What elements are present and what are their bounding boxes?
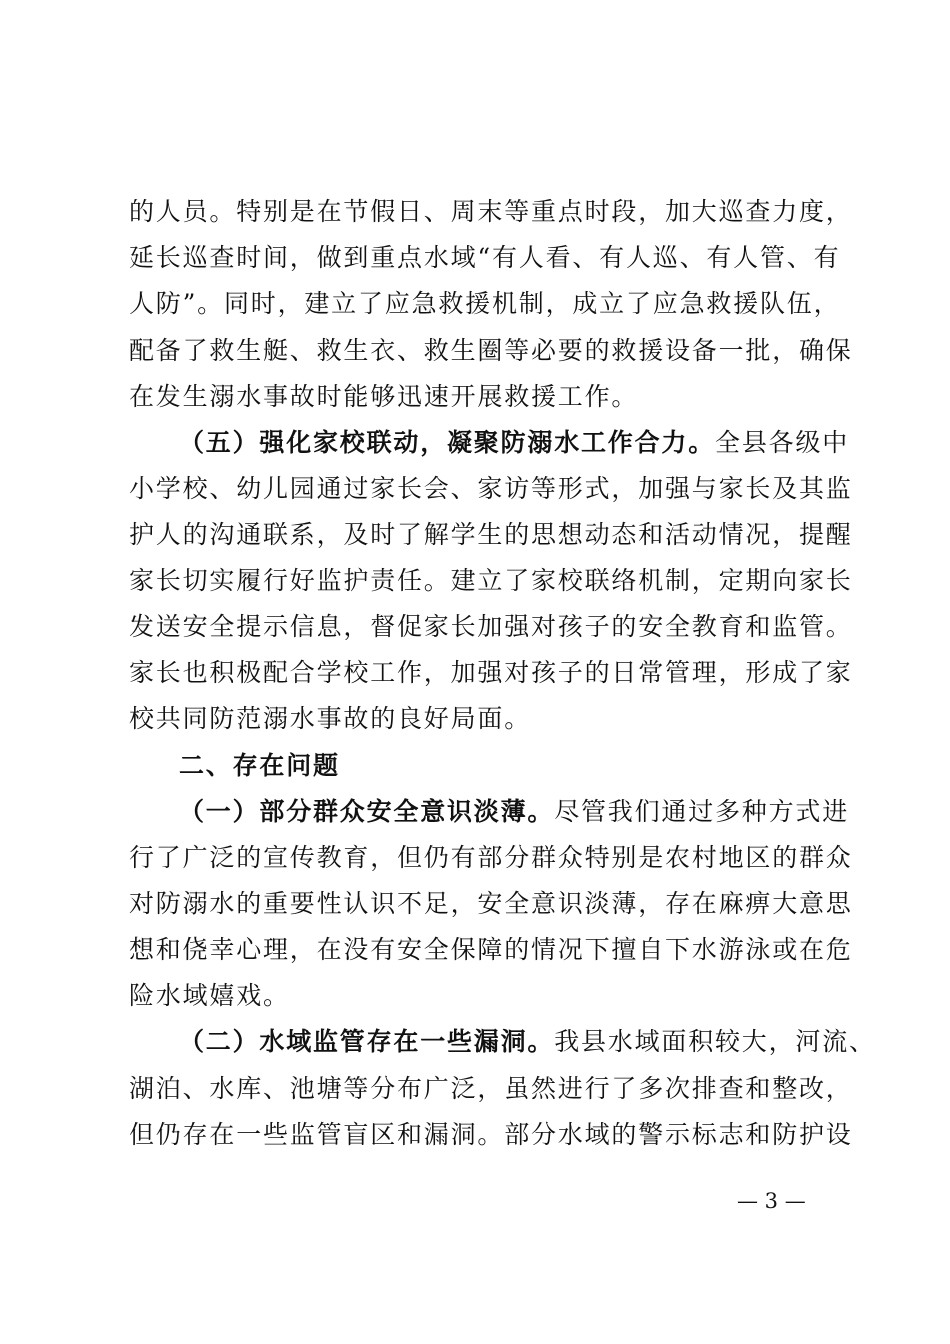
paragraph-bold-lead: （一）部分群众安全意识淡薄。 — [179, 797, 555, 826]
body-text-line: 但仍存在一些监管盲区和漏洞。部分水域的警示标志和防护设 — [129, 1120, 853, 1149]
body-text-line: 护人的沟通联系，及时了解学生的思想动态和活动情况，提醒 — [129, 520, 853, 549]
body-text-line: 行了广泛的宣传教育，但仍有部分群众特别是农村地区的群众 — [129, 843, 853, 872]
body-text-line: 人防”。同时，建立了应急救援机制，成立了应急救援队伍， — [129, 289, 841, 318]
paragraph-bold-lead: （五）强化家校联动，凝聚防溺水工作合力。 — [179, 428, 716, 457]
page-number: — 3 — — [737, 1189, 806, 1213]
body-text-line: 在发生溺水事故时能够迅速开展救援工作。 — [129, 382, 639, 411]
body-text-line: 家长也积极配合学校工作，加强对孩子的日常管理，形成了家 — [129, 658, 853, 687]
paragraph-lead-rest: 我县水域面积较大，河流、 — [554, 1027, 876, 1056]
paragraph-first-line — [179, 789, 850, 835]
body-text-line: 对防溺水的重要性认识不足，安全意识淡薄，存在麻痹大意思 — [129, 889, 853, 918]
body-text-line: 湖泊、水库、池塘等分布广泛，虽然进行了多次排查和整改， — [129, 1074, 853, 1103]
body-text-line: 校共同防范溺水事故的良好局面。 — [129, 704, 532, 733]
section-heading: 二、存在问题 — [179, 751, 340, 780]
body-text-line: 配备了救生艇、救生衣、救生圈等必要的救援设备一批，确保 — [129, 336, 853, 365]
paragraph-lead-rest: 尽管我们通过多种方式进 — [554, 797, 850, 826]
paragraph-bold-lead: （二）水域监管存在一些漏洞。 — [179, 1027, 555, 1056]
body-text-line: 发送安全提示信息，督促家长加强对孩子的安全教育和监管。 — [129, 612, 853, 641]
body-text-line: 小学校、幼儿园通过家长会、家访等形式，加强与家长及其监 — [129, 474, 853, 503]
paragraph-lead-rest: 全县各级中 — [715, 428, 850, 457]
body-text-line: 家长切实履行好监护责任。建立了家校联络机制，定期向家长 — [129, 566, 853, 595]
body-text-line: 想和侥幸心理，在没有安全保障的情况下擅自下水游泳或在危 — [129, 935, 853, 964]
body-text-line: 的人员。特别是在节假日、周末等重点时段，加大巡查力度， — [129, 197, 853, 226]
body-text-line: 险水域嬉戏。 — [129, 981, 290, 1010]
paragraph-first-line — [179, 1019, 876, 1065]
body-text-line: 延长巡查时间，做到重点水域“有人看、有人巡、有人管、有 — [129, 243, 841, 272]
paragraph-first-line — [179, 420, 850, 466]
